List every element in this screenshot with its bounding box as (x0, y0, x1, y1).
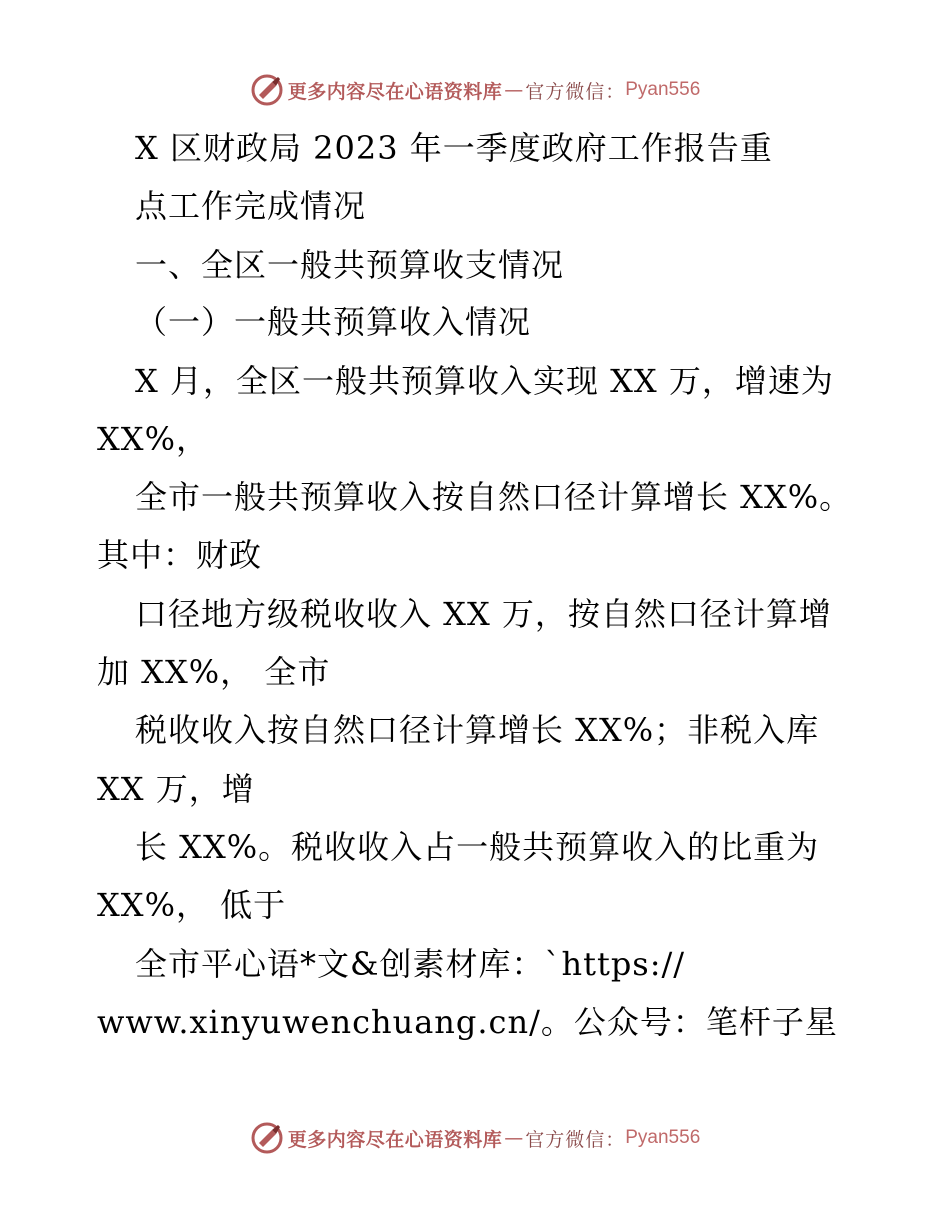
doc-paragraph-line: 长 XX%。税收收入占一般共预算收入的比重为 (135, 828, 820, 866)
brand-logo-icon (250, 1121, 284, 1155)
banner-separator: — (504, 79, 524, 101)
banner-separator: — (504, 1127, 524, 1149)
doc-paragraph-line: XX%， (97, 420, 209, 458)
banner-wechat-label: 官方微信： (525, 80, 626, 103)
brand-logo-icon (250, 73, 284, 107)
banner-wechat-id: Pyan556 (625, 79, 701, 100)
doc-paragraph-line: www.xinyuwenchuang.cn/。公众号：笔杆子星 (97, 1003, 838, 1041)
banner-wechat-label: 官方微信： (525, 1128, 626, 1151)
doc-paragraph-line: 税收收入按自然口径计算增长 XX%；非税入库 (135, 711, 820, 749)
banner-brand-text: 更多内容尽在心语资料库 (287, 80, 503, 103)
header-watermark-banner (0, 70, 950, 110)
doc-title-line-2: 点工作完成情况 (135, 187, 367, 225)
doc-paragraph-line: 加 XX%， 全市 (97, 653, 331, 691)
doc-paragraph-line: 全市一般共预算收入按自然口径计算增长 XX%。 (135, 478, 853, 516)
doc-paragraph-line: 口径地方级税收收入 XX 万，按自然口径计算增 (135, 595, 832, 633)
doc-heading-1: 一、全区一般共预算收支情况 (135, 246, 565, 284)
banner-wechat-id: Pyan556 (625, 1127, 701, 1148)
doc-paragraph-line: 其中：财政 (97, 536, 263, 574)
doc-paragraph-line: XX 万，增 (97, 770, 255, 808)
doc-paragraph-line: XX%， 低于 (97, 886, 287, 924)
doc-paragraph-line: 全市平心语*文&创素材库：`https:// (135, 945, 686, 983)
doc-paragraph-line: X 月，全区一般共预算收入实现 XX 万，增速为 (135, 362, 834, 400)
banner-brand-text: 更多内容尽在心语资料库 (287, 1128, 503, 1151)
doc-title-line-1: X 区财政局 2023 年一季度政府工作报告重 (135, 129, 773, 167)
footer-watermark-banner (0, 1118, 950, 1158)
doc-heading-1-1: （一）一般共预算收入情况 (135, 303, 532, 341)
